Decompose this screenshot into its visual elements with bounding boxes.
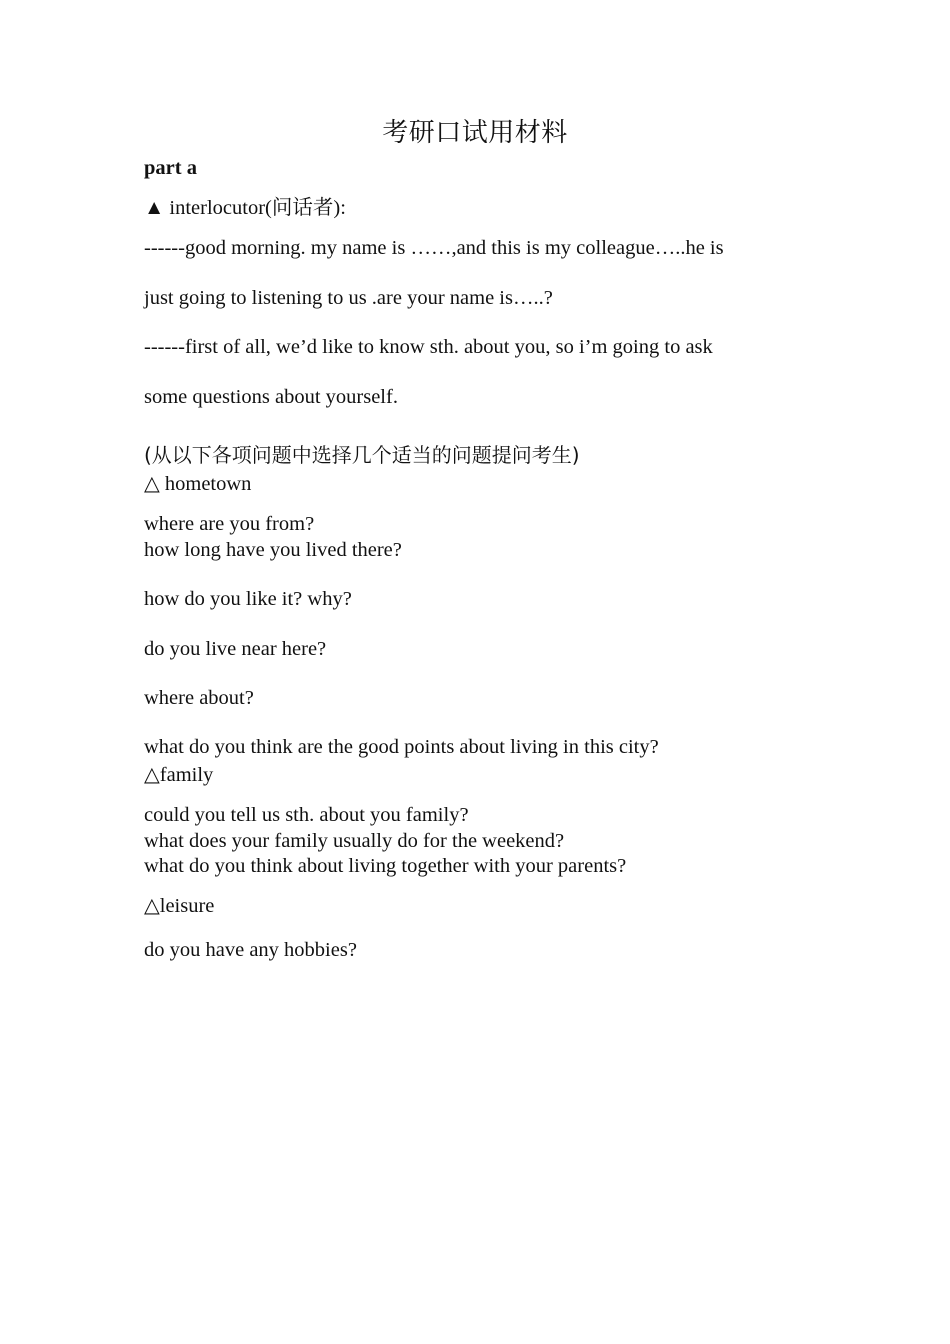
greeting-line-1: ------good morning. my name is ……,and this is my colleague…..he is (144, 237, 724, 259)
interlocutor-line: ▲ interlocutor(问话者): (144, 197, 346, 219)
question-item: how long have you lived there? (144, 539, 402, 561)
question-item: what do you think are the good points about living in this city? (144, 736, 659, 758)
section-heading-family: △family (144, 764, 214, 786)
instruction-line: (从以下各项问题中选择几个适当的问题提问考生) (144, 443, 580, 467)
question-item: what do you think about living together with your parents? (144, 855, 627, 877)
question-item: what does your family usually do for the weekend? (144, 830, 565, 852)
intro-line-1: ------first of all, we’d like to know sth. about you, so i’m going to ask (144, 336, 713, 358)
section-heading-hometown: △ hometown (144, 473, 252, 495)
section-heading-leisure: △leisure (144, 895, 215, 917)
greeting-line-2: just going to listening to us .are your name is…..? (144, 287, 553, 309)
page-title: 考研口试用材料 (382, 118, 568, 148)
question-item: do you live near here? (144, 638, 327, 660)
question-item: where are you from? (144, 513, 315, 535)
question-item: do you have any hobbies? (144, 939, 357, 961)
question-item: could you tell us sth. about you family? (144, 804, 469, 826)
part-heading: part a (144, 157, 197, 179)
question-item: where about? (144, 687, 254, 709)
intro-line-2: some questions about yourself. (144, 386, 398, 408)
question-item: how do you like it? why? (144, 588, 352, 610)
